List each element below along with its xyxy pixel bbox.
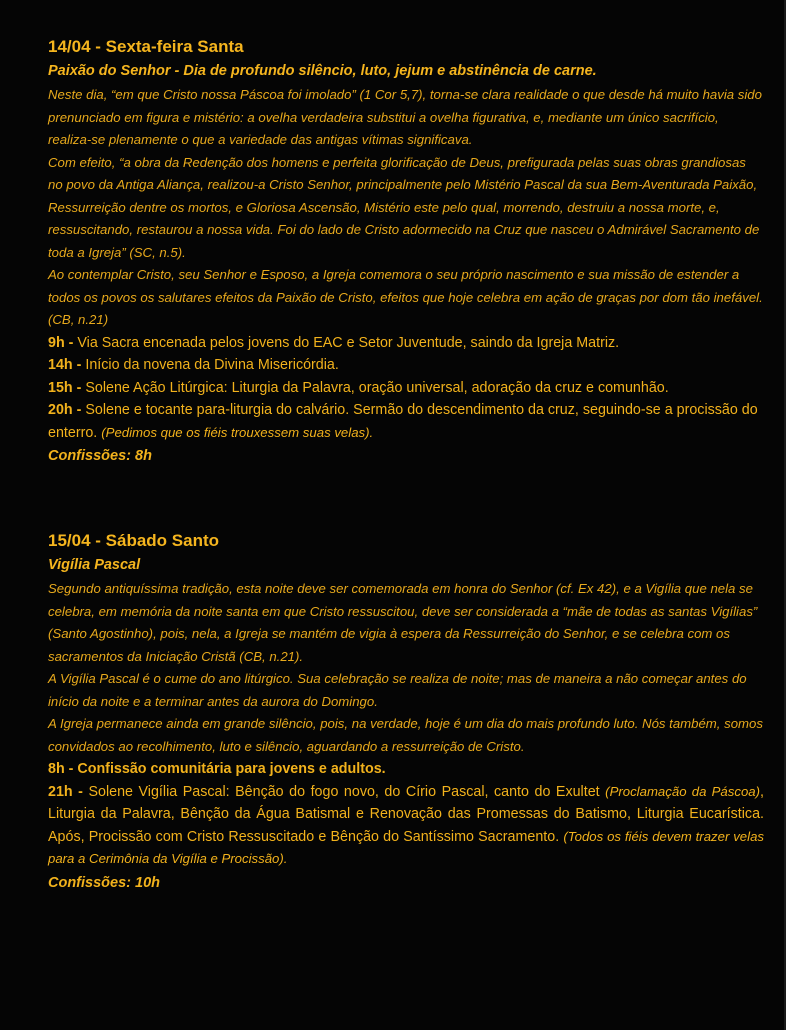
- schedule-text: , Liturgia da Palavra, Bênção da Água Batismal e Renovação das Promessas do Batismo, Liturgia Eucarística. Após, Procissão com Cristo Ressuscitado e Bênção do Santíssimo Sacramento.: [48, 783, 764, 845]
- schedule-time: 14h -: [48, 357, 82, 373]
- paragraph: Ao contemplar Cristo, seu Senhor e Esposo, a Igreja comemora o seu próprio nascimento e sua missão de estender a todos os povos os salutares efeitos da Paixão de Cristo, efeitos que hoje celebra em ação de graças por dom tão inefável. (CB, n.21): [48, 267, 763, 327]
- section-heading: 14/04 - Sexta-feira Santa: [48, 37, 244, 56]
- schedule-item: [48, 758, 764, 781]
- schedule-item: [48, 332, 764, 355]
- paragraph: Neste dia, “em que Cristo nossa Páscoa foi imolado” (1 Cor 5,7), torna-se clara realidade o que desde há muito havia sido prenunciado em figura e mistério: a ovelha verdadeira substitui a ovelha figurativa, e, mediante um único sacrifício, realiza-se plenamente o que a variedade das antigas vítimas significava.: [48, 87, 762, 147]
- schedule-text: Solene Ação Litúrgica: Liturgia da Palavra, oração universal, adoração da cruz e comunhão.: [81, 379, 669, 396]
- confession-time: Confissões: 8h: [48, 448, 152, 464]
- schedule-time: 8h - Confissão comunitária para jovens e adultos.: [48, 761, 386, 777]
- schedule-text: Via Sacra encenada pelos jovens do EAC e Setor Juventude, saindo da Igreja Matriz.: [73, 334, 620, 351]
- schedule-text: Solene e tocante para-liturgia do calvário. Sermão do descendimento da cruz, seguindo-se a procissão do enterro.: [48, 402, 758, 441]
- schedule-item: [48, 781, 764, 871]
- schedule-time: 9h -: [48, 334, 74, 351]
- schedule-time: 21h -: [48, 783, 83, 800]
- paragraph: A Igreja permanece ainda em grande silêncio, pois, na verdade, hoje é um dia do mais profundo luto. Nós também, somos convidados ao recolhimento, luto e silêncio, aguardando a ressurreição de Cristo.: [48, 716, 763, 754]
- section-subheading: Vigília Pascal: [48, 557, 141, 573]
- schedule-note: (Todos os fiéis devem trazer velas para a Cerimônia da Vigília e Procissão).: [48, 828, 764, 866]
- schedule-time: 20h -: [48, 402, 82, 418]
- schedule-item: [48, 377, 764, 400]
- confession-time: Confissões: 10h: [48, 874, 160, 891]
- schedule-item: [48, 354, 764, 377]
- paragraph: Com efeito, “a obra da Redenção dos homens e perfeita glorificação de Deus, prefigurada pelas suas obras grandiosas no povo da Antiga Aliança, realizou-a Cristo Senhor, principalmente pelo Mistério Pascal da sua Bem-Aventurada Paixão, Ressurreição dentre os mortos, e Gloriosa Ascensão, Mistério este pelo qual, morrendo, destruiu a nossa morte, e, ressuscitando, restaurou a nossa vida. Foi do lado de Cristo adormecido na Cruz que nasceu o Admirável Sacramento de toda a Igreja” (SC, n.5).: [48, 154, 760, 260]
- schedule-text: Início da novena da Divina Misericórdia.: [81, 357, 339, 373]
- section-heading: 15/04 - Sábado Santo: [48, 531, 219, 550]
- section-holy-saturday: [48, 530, 764, 895]
- schedule-time: 15h -: [48, 379, 82, 396]
- schedule-note: (Proclamação da Páscoa): [605, 783, 761, 799]
- schedule-note: (Pedimos que os fiéis trouxessem suas velas).: [101, 424, 374, 440]
- schedule-item: [48, 399, 764, 444]
- schedule-text: Solene Vigília Pascal: Bênção do fogo novo, do Círio Pascal, canto do Exultet: [82, 783, 606, 800]
- paragraph: Segundo antiquíssima tradição, esta noite deve ser comemorada em honra do Senhor (cf. Ex 42), e a Vigília que nela se celebra, em memória da noite santa em que Cristo ressuscitou, deve ser considerada a “mãe de todas as santas Vigílias” (Santo Agostinho), pois, nela, a Igreja se mantém de vigia à espera da Ressurreição do Senhor, e se celebra com os sacramentos da Iniciação Cristã (CB, n.21).: [48, 581, 758, 664]
- section-subheading: Paixão do Senhor - Dia de profundo silêncio, luto, jejum e abstinência de carne.: [48, 63, 597, 79]
- paragraph: A Vigília Pascal é o cume do ano litúrgico. Sua celebração se realiza de noite; mas de maneira a não começar antes do início da noite e a terminar antes da aurora do Domingo.: [48, 671, 747, 709]
- section-good-friday: [48, 36, 764, 468]
